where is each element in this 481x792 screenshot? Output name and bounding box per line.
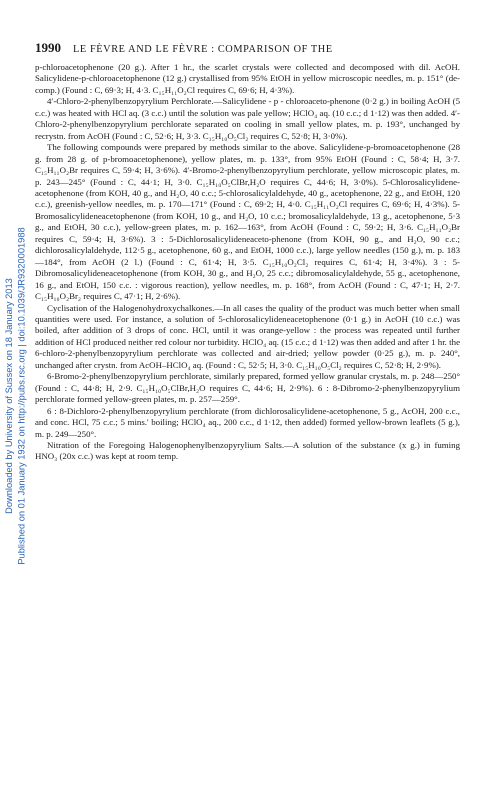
paragraph: Nitration of the Foregoing Halogenophenylbenzopyrylium Salts.—A solution of the substance (x g.) in fuming HNO₃ (20x c.c.) was kept at room temp.	[35, 439, 460, 462]
page-number: 1990	[35, 40, 61, 55]
paragraph: Cyclisation of the Halogenohydroxychalkones.—In all cases the quality of the product was much better when small quantities were used. For instance, a solution of 5-chlorosalicylideneacetophenone (0·1 g.) in AcOH (10 c.c.) was boiled, after addition of 3 drops of conc. HCl, until it was orange-yellow : the process was repeated until further addition of HCl produced neither red colour nor turbidity. HClO₄ aq. (15 c.c.; d 1·12) was then added and after 1 hr. the 6-chloro-2-phenylbenzopyrylium perchlorate was collected and air-dried; yellow powder (0·25 g.), m. p. 240°, unchanged after crystn. from AcOH–HClO₄ aq. (Found : C, 52·5; H, 3·0. C₁₅H₁₀O₅Cl₂ requires C, 52·8; H, 2·9%).	[35, 302, 460, 370]
paragraph: 6-Bromo-2-phenylbenzopyrylium perchlorate, similarly prepared, formed yellow granular crystals, m. p. 248—250° (Found : C, 44·8; H, 2·9. C₁₅H₁₀O₅ClBr,H₂O requires C, 44·6; H, 2·9%). 6 : 8-Dibromo-2-phenylbenzopyrylium perchlorate formed yellow-green plates, m. p. 257—259°.	[35, 371, 460, 405]
page-header	[35, 40, 460, 56]
running-title: LE FÈVRE AND LE FÈVRE : COMPARISON OF THE	[73, 44, 333, 55]
page-body	[35, 40, 460, 463]
publication-watermark	[16, 0, 28, 792]
paragraph: p-chloroacetophenone (20 g.). After 1 hr., the scarlet crystals were collected and decomposed with dil. AcOH. Salicylidene-p-chloroacetophenone (12 g.) crystallised from 95% EtOH in yellow microscopic needles, m. p. 151° (de-comp.) (Found : C, 69·3; H, 4·3. C₁₅H₁₁O₂Cl requires C, 69·6; H, 4·3%).	[35, 62, 460, 95]
download-note: Downloaded by University of Sussex on 18 January 2013	[4, 278, 15, 514]
publication-link[interactable]: Published on 01 January 1932 on http://pubs.rsc.org | doi:10.1039/JR9320001988	[17, 227, 28, 565]
paragraph: 6 : 8-Dichloro-2-phenylbenzopyrylium perchlorate (from dichlorosalicylidene-acetophenone, 5 g., AcOH, 200 c.c., and conc. HCl, 75 c.c.; 5 mins.' boiling; HClO₄ aq., 200 c.c., d 1·12, then added) formed yellow-brown leaflets (5 g.), m. p. 249—250°.	[35, 405, 460, 439]
paragraph: 4′-Chloro-2-phenylbenzopyrylium Perchlorate.—Salicylidene - p - chloroaceto-phenone (0·2 g.) in boiling AcOH (5 c.c.) was heated with HCl aq. (3 c.c.) until the solution was pale yellow; HClO₄ aq. (10 c.c.; d 1·12) was then added. 4′-Chloro-2-phenylbenzopyrylium perchlorate separated on cooling in small yellow plates, m. p. 193°, unchanged by recrystn. from AcOH (Found : C, 52·6; H, 3·3. C₁₅H₁₀O₅Cl₂ requires C, 52·8; H, 3·0%).	[35, 96, 460, 141]
download-watermark	[3, 0, 15, 792]
paragraph: The following compounds were prepared by methods similar to the above. Salicylidene-p-bromoacetophenone (28 g. from 28 g. of p-bromoacetophenone), yellow plates, m. p. 133°, from 95% EtOH (Found : C, 58·4; H, 3·7. C₁₅H₁₁O₂Br requires C, 59·4; H, 3·6%). 4′-Bromo-2-phenylbenzopyrylium perchlorate, yellow microscopic plates, m. p. 243—245° (Found : C, 44·1; H, 3·0. C₁₅H₁₀O₅ClBr,H₂O requires C, 44·6; H, 3·0%). 5-Chlorosalicylidene-acetophenone (from KOH, 40 g., and H₂O, 40 c.c.; 5-chlorosalicylaldehyde, 40 g., acetophenone, 22 g., and EtOH, 120 c.c.), greenish-yellow needles, m. p. 170—171° (Found : C, 69·2; H, 4·0. C₁₅H₁₁O₂Cl requires C, 69·6; H, 4·3%). 5-Bromosalicylideneacetophenone (from KOH, 10 g., and H₂O, 10 c.c.; bromosalicylaldehyde, 13 g., acetophenone, 5·3 g., and EtOH, 30 c.c.), yellow-green plates, m. p. 162—163°, from AcOH (Found : C, 59·2; H, 3·6. C₁₅H₁₁O₂Br requires C, 59·4; H, 3·6%). 3 : 5-Dichlorosalicylideneaceto-phenone (from KOH, 90 g., and H₂O, 90 c.c.; dichlorosalicylaldehyde, 112·5 g., acetophenone, 60 g., and EtOH, 1000 c.c.), large yellow needles (150 g.), m. p. 183—184°, from AcOH (2 l.) (Found : C, 61·4; H, 3·5. C₁₅H₁₀O₂Cl₂ requires C, 61·4; H, 3·4%). 3 : 5-Dibromosalicylideneacetophenone (from KOH, 30 g., and H₂O, 25 c.c.; dibromosalicylaldehyde, 55 g., acetophenone, 16 g., and EtOH, 150 c.c. : vigorous reaction), yellow needles, m. p. 168°, from AcOH (Found : C, 47·1; H, 2·7. C₁₅H₁₀O₂Br₂ requires C, 47·1; H, 2·6%).	[35, 142, 460, 302]
